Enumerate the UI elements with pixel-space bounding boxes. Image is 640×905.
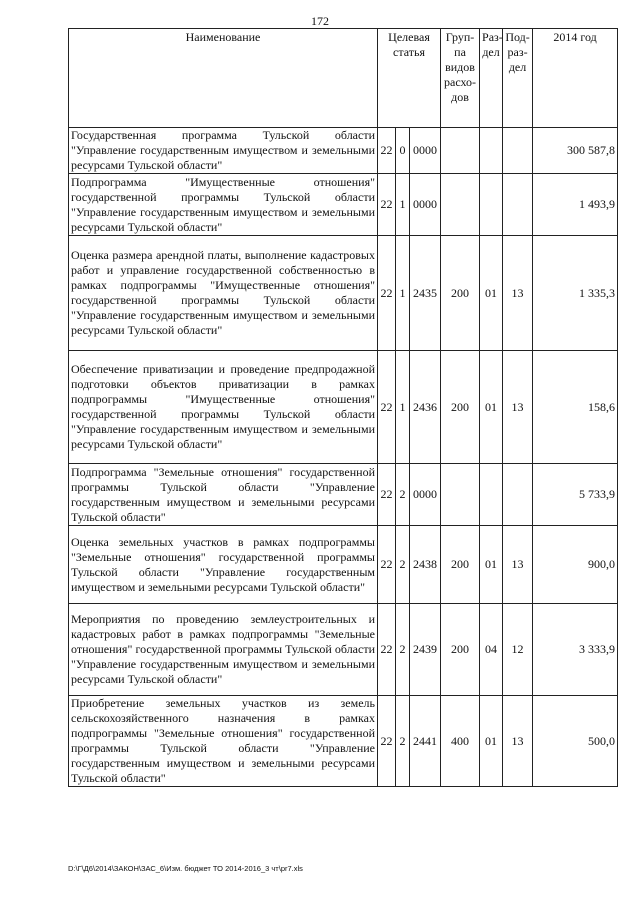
table-row: [69, 604, 618, 696]
row-article-code: 2438: [410, 526, 441, 604]
row-article-program: 22: [378, 128, 396, 174]
row-amount: 1 335,3: [533, 236, 618, 351]
row-article-program: 22: [378, 526, 396, 604]
row-expense-group: 200: [441, 236, 480, 351]
table-row: [69, 526, 618, 604]
row-amount: 5 733,9: [533, 464, 618, 526]
row-expense-group: 200: [441, 351, 480, 464]
row-subsection: 13: [503, 526, 533, 604]
row-section: 01: [480, 696, 503, 787]
row-amount: 900,0: [533, 526, 618, 604]
table-row: [69, 464, 618, 526]
row-expense-group: 200: [441, 526, 480, 604]
row-expense-group: 200: [441, 604, 480, 696]
row-section: [480, 128, 503, 174]
row-article-code: 2439: [410, 604, 441, 696]
table-row: [69, 128, 618, 174]
row-expense-group: [441, 464, 480, 526]
row-amount: 300 587,8: [533, 128, 618, 174]
row-name: Государственная программа Тульской области "Управление государственным имуществом и земельными ресурсами Тульской области": [69, 128, 378, 174]
row-section: [480, 464, 503, 526]
row-expense-group: [441, 174, 480, 236]
row-subsection: [503, 128, 533, 174]
row-article-subprogram: 2: [396, 696, 410, 787]
row-article-subprogram: 1: [396, 174, 410, 236]
table-row: [69, 174, 618, 236]
row-article-subprogram: 2: [396, 464, 410, 526]
row-article-subprogram: 2: [396, 526, 410, 604]
table-row: [69, 236, 618, 351]
table-header-row: [69, 29, 618, 128]
header-subsection: Под-раз-дел: [503, 29, 533, 128]
row-article-program: 22: [378, 464, 396, 526]
table-row: [69, 696, 618, 787]
header-expense-group: Груп-па видов расхо-дов: [441, 29, 480, 128]
row-name: Мероприятия по проведению землеустроительных и кадастровых работ в рамках подпрограммы "Земельные отношения" государственной программы Тульской области "Управление государственным имуществом и земельными ресурсами Тульской области": [69, 604, 378, 696]
row-name: Приобретение земельных участков из земель сельскохозяйственного назначения в рамках подпрограммы "Земельные отношения" государственной программы Тульской области "Управление государственным имуществом и земельными ресурсами Тульской области": [69, 696, 378, 787]
row-article-program: 22: [378, 604, 396, 696]
row-amount: 1 493,9: [533, 174, 618, 236]
row-article-subprogram: 1: [396, 236, 410, 351]
row-article-code: 2435: [410, 236, 441, 351]
header-section: Раз-дел: [480, 29, 503, 128]
row-section: 01: [480, 351, 503, 464]
header-year: 2014 год: [533, 29, 618, 128]
row-name: Оценка размера арендной платы, выполнение кадастровых работ и управление государственной собственностью в рамках подпрограммы "Имущественные отношения" государственной программы Тульской области "Управление государственным имуществом и земельными ресурсами Тульской области": [69, 236, 378, 351]
row-subsection: 13: [503, 696, 533, 787]
header-name: Наименование: [69, 29, 378, 128]
row-section: 04: [480, 604, 503, 696]
row-subsection: [503, 174, 533, 236]
row-section: 01: [480, 236, 503, 351]
row-expense-group: 400: [441, 696, 480, 787]
row-subsection: 13: [503, 351, 533, 464]
row-article-program: 22: [378, 351, 396, 464]
row-article-code: 2436: [410, 351, 441, 464]
row-amount: 158,6: [533, 351, 618, 464]
row-subsection: [503, 464, 533, 526]
table-row: [69, 351, 618, 464]
page-number: 172: [311, 14, 329, 28]
row-article-code: 0000: [410, 464, 441, 526]
row-article-subprogram: 2: [396, 604, 410, 696]
row-name: Подпрограмма "Земельные отношения" государственной программы Тульской области "Управление государственным имуществом и земельными ресурсами Тульской области": [69, 464, 378, 526]
budget-table: [68, 28, 618, 787]
row-name: Обеспечение приватизации и проведение предпродажной подготовки объектов приватизации в рамках подпрограммы "Имущественные отношения" государственной программы Тульской области "Управление государственным имуществом и земельными ресурсами Тульской области": [69, 351, 378, 464]
row-article-program: 22: [378, 236, 396, 351]
row-amount: 500,0: [533, 696, 618, 787]
header-target-article: Целевая статья: [378, 29, 441, 128]
row-article-code: 2441: [410, 696, 441, 787]
row-article-code: 0000: [410, 128, 441, 174]
row-section: 01: [480, 526, 503, 604]
row-amount: 3 333,9: [533, 604, 618, 696]
row-article-program: 22: [378, 696, 396, 787]
row-article-program: 22: [378, 174, 396, 236]
row-article-code: 0000: [410, 174, 441, 236]
row-name: Оценка земельных участков в рамках подпрограммы "Земельные отношения" государственной программы Тульской области "Управление государственным имуществом и земельными ресурсами Тульской области": [69, 526, 378, 604]
file-path-footer: D:\Г\Д6\2014\ЗАКОН\ЗАС_6\Изм. бюджет ТО 2014-2016_3 чт\pr7.xls: [68, 864, 303, 873]
row-expense-group: [441, 128, 480, 174]
row-name: Подпрограмма "Имущественные отношения" государственной программы Тульской области "Управление государственным имуществом и земельными ресурсами Тульской области": [69, 174, 378, 236]
row-subsection: 13: [503, 236, 533, 351]
row-subsection: 12: [503, 604, 533, 696]
row-article-subprogram: 1: [396, 351, 410, 464]
row-article-subprogram: 0: [396, 128, 410, 174]
row-section: [480, 174, 503, 236]
